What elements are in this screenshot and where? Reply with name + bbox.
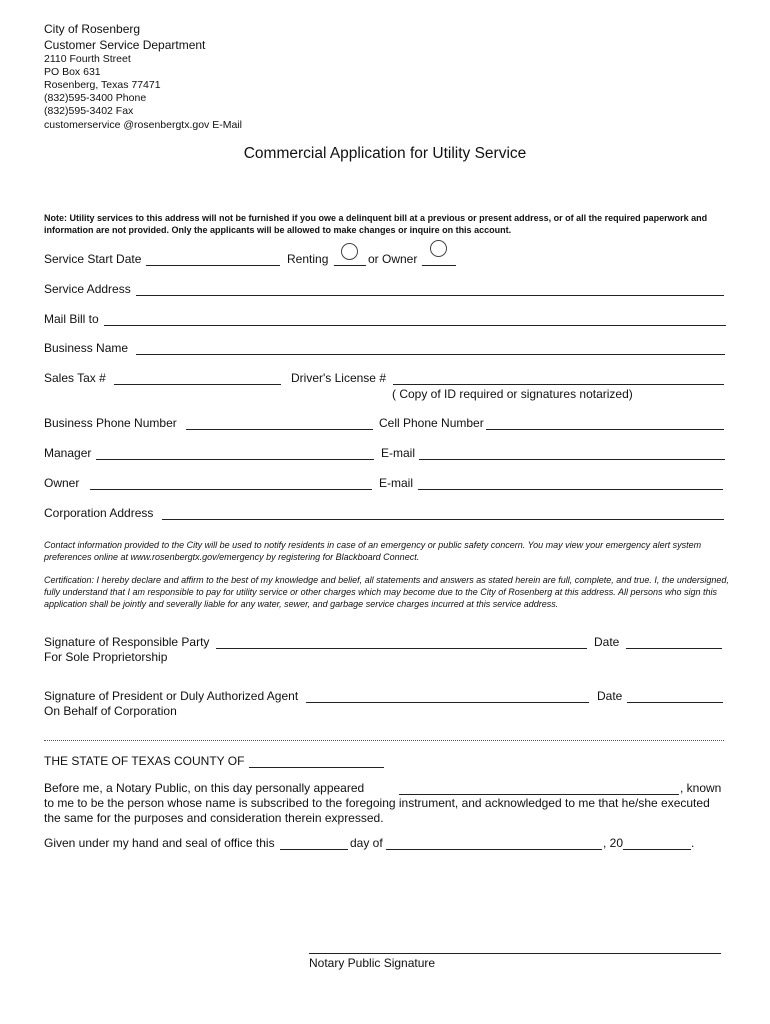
po-box: PO Box 631	[44, 66, 101, 78]
cell-phone-field[interactable]	[486, 429, 724, 430]
business-name-field[interactable]	[136, 354, 725, 355]
on-behalf-label: On Behalf of Corporation	[44, 704, 177, 718]
service-address-field[interactable]	[136, 295, 724, 296]
certification-text: Certification: I hereby declare and affirm to the best of my knowledge and belief, all statements and answers as stated herein are full, complete, and true. I, the undersigned, fully understand that I am responsible to pay for utility service or other charges which may become due to the City of Rosenberg at this address. All persons who sign this application shall be jointly and severally liable for any water, sewer, and garbage service charges incurred at this service address.	[44, 575, 729, 609]
business-phone-label: Business Phone Number	[44, 416, 177, 430]
day-of-text: day of	[350, 836, 383, 850]
notary-signature-field[interactable]	[309, 953, 721, 954]
notary-signature-label: Notary Public Signature	[309, 956, 436, 970]
sales-tax-label: Sales Tax #	[44, 371, 106, 385]
date-label-2: Date	[597, 689, 623, 703]
owner-label: Owner	[44, 476, 80, 490]
mail-bill-to-field[interactable]	[104, 325, 726, 326]
date-label-1: Date	[594, 635, 620, 649]
sales-tax-field[interactable]	[114, 384, 281, 385]
owner-email-label: E-mail	[379, 476, 414, 490]
cell-phone-label: Cell Phone Number	[379, 416, 484, 430]
date-field-1[interactable]	[626, 648, 722, 649]
service-start-date-label: Service Start Date	[44, 252, 142, 266]
delinquent-note: Note: Utility services to this address will not be furnished if you owe a delinquent bill at a previous or present address, or of all the required paperwork and information are not provided. Only the applicants will be allowed to make changes or inquire on this account.	[44, 213, 708, 235]
president-signature-field[interactable]	[306, 702, 589, 703]
owner-email-field[interactable]	[418, 489, 723, 490]
service-address-label: Service Address	[44, 282, 131, 296]
service-start-date-field[interactable]	[146, 265, 280, 266]
notary-purposes-text: the same for the purposes and consideration therein expressed.	[44, 811, 384, 825]
year-prefix-text: , 20	[603, 836, 624, 850]
street-address: 2110 Fourth Street	[44, 53, 131, 65]
given-hand-text: Given under my hand and seal of office this	[44, 836, 275, 850]
dotted-separator	[44, 740, 724, 741]
drivers-license-field[interactable]	[393, 384, 724, 385]
mail-bill-to-label: Mail Bill to	[44, 312, 99, 326]
manager-email-label: E-mail	[381, 446, 416, 460]
manager-label: Manager	[44, 446, 92, 460]
sole-proprietorship-label: For Sole Proprietorship	[44, 650, 168, 664]
date-field-2[interactable]	[627, 702, 723, 703]
known-text: , known	[680, 781, 722, 795]
renting-radio[interactable]	[341, 243, 358, 260]
renting-field	[334, 265, 366, 266]
or-owner-label: or Owner	[368, 252, 418, 266]
county-field[interactable]	[249, 767, 384, 768]
month-field[interactable]	[386, 849, 602, 850]
form-title: Commercial Application for Utility Service	[243, 145, 527, 162]
corporation-address-label: Corporation Address	[44, 506, 154, 520]
year-field[interactable]	[623, 849, 691, 850]
responsible-party-signature-label: Signature of Responsible Party	[44, 635, 210, 649]
day-field[interactable]	[280, 849, 348, 850]
state-county-label: THE STATE OF TEXAS COUNTY OF	[44, 754, 245, 768]
fax-number: (832)595-3402 Fax	[44, 105, 134, 117]
drivers-license-label: Driver's License #	[291, 371, 386, 385]
renting-label: Renting	[287, 252, 329, 266]
id-required-note: ( Copy of ID required or signatures notarized)	[392, 387, 633, 401]
manager-email-field[interactable]	[419, 459, 725, 460]
contact-info-text: Contact information provided to the City will be used to notify residents in case of an emergency or public safety concern. You may view your emergency alert system preferences online at www.rosenbergtx.gov/emergency by registering for Blackboard Connect.	[44, 540, 702, 562]
appeared-name-field[interactable]	[399, 794, 679, 795]
notary-subscribed-text: to me to be the person whose name is subscribed to the foregoing instrument, and acknowledged to me that he/she executed	[44, 796, 710, 810]
owner-name-field[interactable]	[90, 489, 372, 490]
business-phone-field[interactable]	[186, 429, 373, 430]
phone-number: (832)595-3400 Phone	[44, 92, 147, 104]
owner-field	[422, 265, 456, 266]
notary-appeared-text: Before me, a Notary Public, on this day personally appeared	[44, 781, 365, 795]
period-text: .	[691, 836, 695, 850]
corporation-address-field[interactable]	[162, 519, 724, 520]
president-signature-label: Signature of President or Duly Authorized Agent	[44, 689, 299, 703]
manager-field[interactable]	[96, 459, 374, 460]
city-name: City of Rosenberg	[44, 22, 141, 36]
department-name: Customer Service Department	[44, 38, 206, 52]
owner-radio[interactable]	[430, 240, 447, 257]
contact-email: customerservice @rosenbergtx.gov E-Mail	[44, 119, 242, 131]
responsible-party-signature-field[interactable]	[216, 648, 587, 649]
city-state-zip: Rosenberg, Texas 77471	[44, 79, 161, 91]
business-name-label: Business Name	[44, 341, 129, 355]
